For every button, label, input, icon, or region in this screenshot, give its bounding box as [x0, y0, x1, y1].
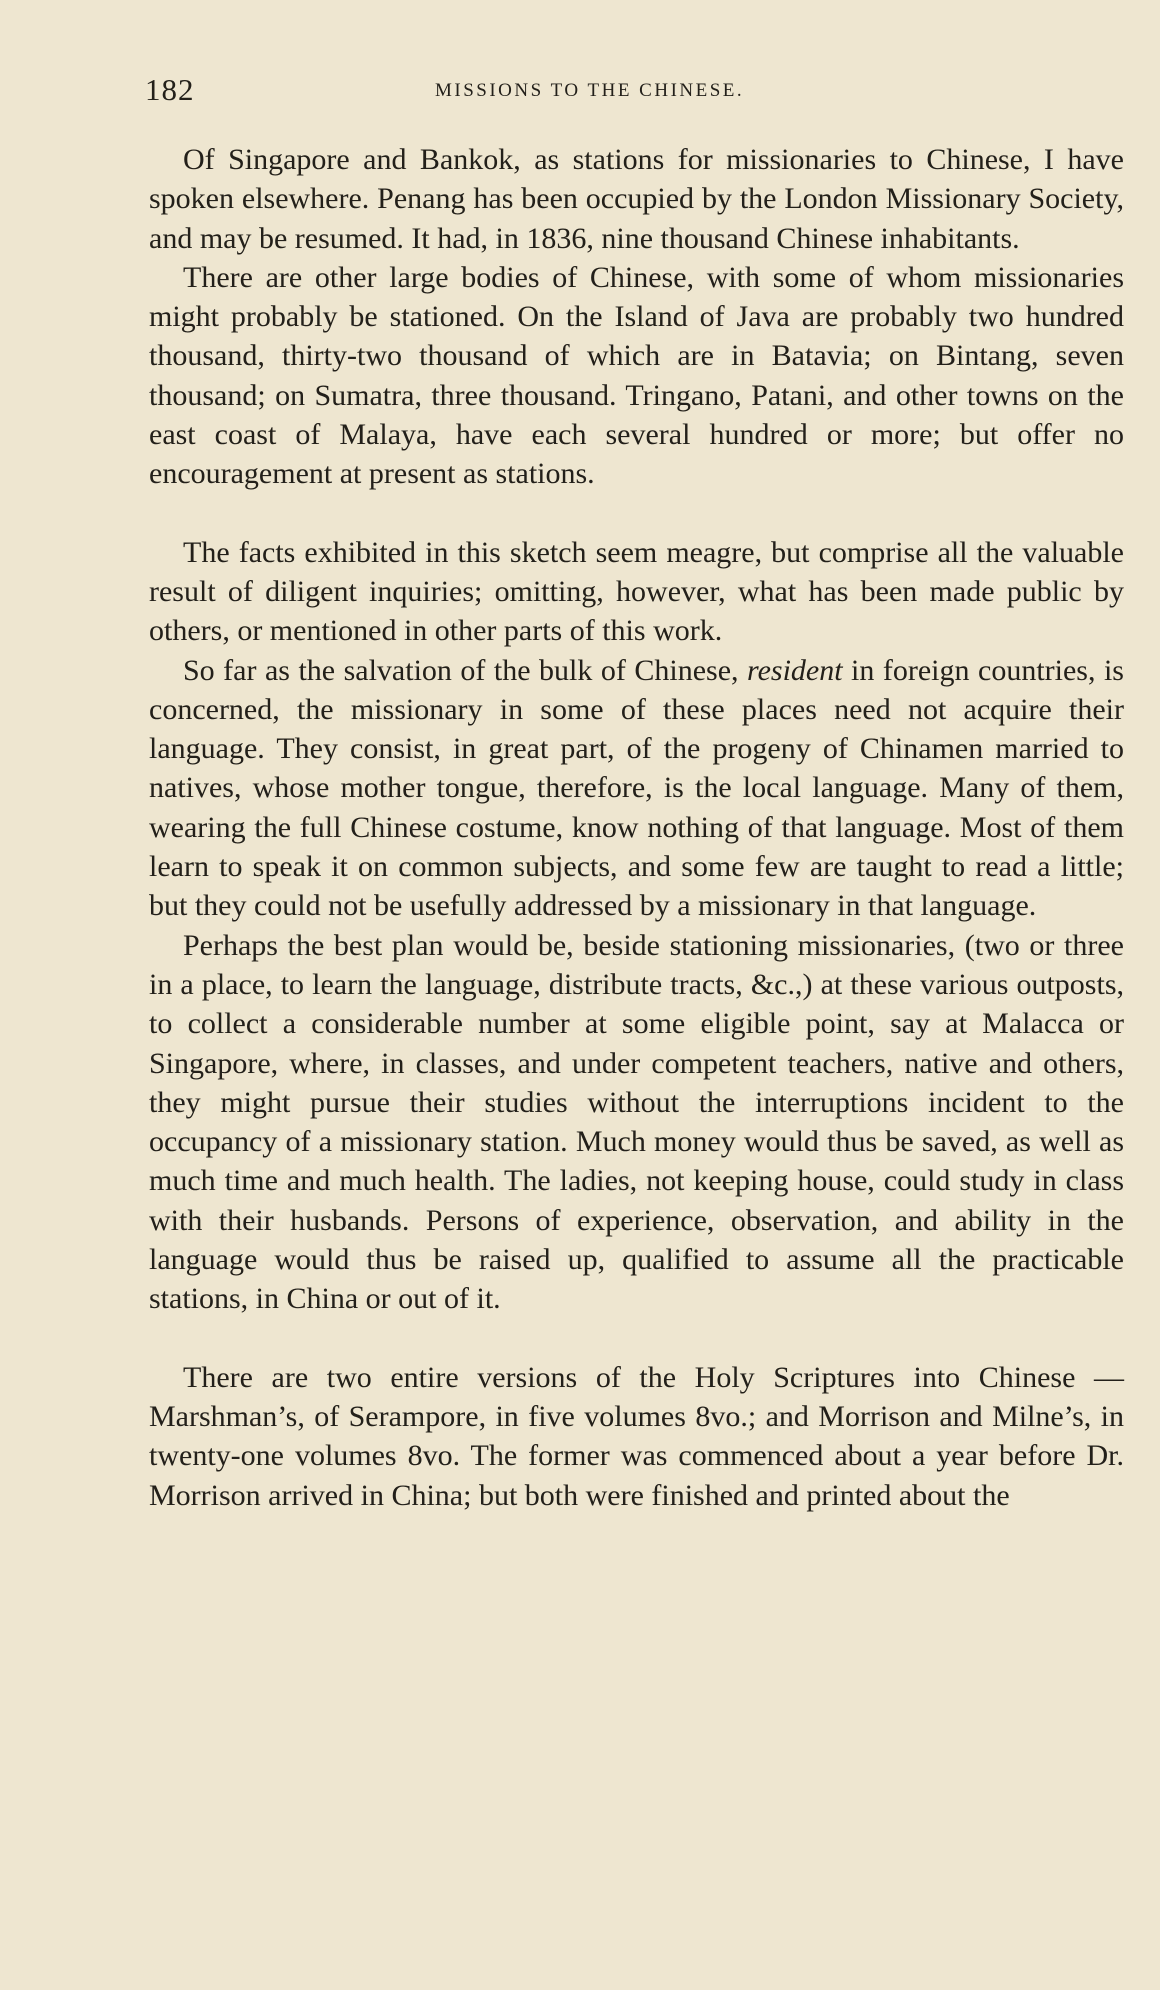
paragraph: The facts exhibited in this sketch seem meagre, but comprise all the valuable result of diligent inquiries; omitting, however, what has been made public by others, or mentioned in other parts of this work.: [149, 535, 1124, 648]
paragraph: [149, 651, 1124, 926]
paragraph-text: So far as the salvation of the bulk of Chinese,: [183, 653, 748, 687]
body-text: [149, 140, 1124, 1515]
paragraph-text: in foreign countries, is concerned, the missionary in some of these places need not acquire their language. They consist, in great part, of the progeny of Chinamen married to natives, whose mother tongue, therefore, is the local language. Many of them, wearing the full Chinese costume, know nothing of that language. Most of them learn to speak it on common subjects, and some few are taught to read a little; but they could not be usefully addressed by a missionary in that language.: [149, 653, 1124, 923]
paragraph: There are two entire versions of the Holy Scriptures into Chinese — Marshman’s, of Serampore, in five volumes 8vo.; and Morrison and Milne’s, in twenty-one volumes 8vo. The former was commenced about a year before Dr. Morrison arrived in China; but both were finished and printed about the: [149, 1360, 1124, 1512]
page-header: [145, 72, 1125, 112]
page-number: 182: [145, 72, 195, 107]
emphasis-text: resident: [747, 653, 843, 687]
paragraph: Of Singapore and Bankok, as stations for missionaries to Chinese, I have spoken elsewhere. Penang has been occupied by the London Missionary Society, and may be resumed. It had, in 1836, nine thousand Chinese inhabitants.: [149, 143, 1124, 255]
paragraph: Perhaps the best plan would be, beside stationing missionaries, (two or three in a place, to learn the language, distribute tracts, &c.,) at these various outposts, to collect a considerable number at some eligible point, say at Malacca or Singapore, where, in classes, and under competent teachers, native and others, they might pursue their studies without the interruptions incident to the occupancy of a missionary station. Much money would thus be saved, as well as much time and much health. The ladies, not keeping house, could study in class with their husbands. Persons of experience, observation, and ability in the language would thus be raised up, qualified to assume all the practicable stations, in China or out of it.: [149, 928, 1124, 1316]
paragraph: There are other large bodies of Chinese, with some of whom missionaries might probably be stationed. On the Island of Java are probably two hundred thousand, thirty-two thousand of which are in Batavia; on Bintang, seven thousand; on Sumatra, three thousand. Tringano, Patani, and other towns on the east coast of Malaya, have each several hundred or more; but offer no encouragement at present as stations.: [149, 260, 1124, 491]
running-title: MISSIONS TO THE CHINESE.: [435, 80, 745, 101]
